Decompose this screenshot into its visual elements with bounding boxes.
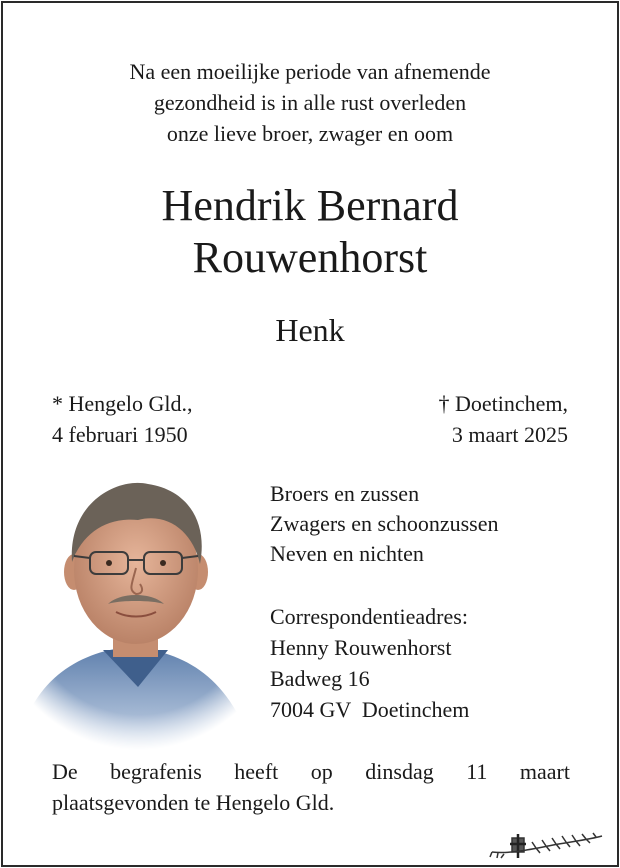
death-place: † Doetinchem,: [438, 391, 568, 416]
relatives-list: [270, 479, 499, 569]
address-label: Correspondentieadres:: [270, 604, 468, 629]
address-name: Henny Rouwenhorst: [270, 635, 452, 660]
funeral-line: De begrafenis heeft op dinsdag 11 maart: [52, 759, 570, 784]
name-last-line: Rouwenhorst: [192, 233, 428, 282]
deceased-name: [0, 180, 620, 284]
birth-place: * Hengelo Gld.,: [52, 391, 193, 416]
name-first-line: Hendrik Bernard: [161, 181, 459, 230]
death-date: 3 maart 2025: [451, 422, 568, 447]
nickname: Henk: [275, 312, 345, 348]
intro-line: gezondheid is in alle rust overleden: [153, 90, 467, 115]
address-street: Badweg 16: [270, 666, 370, 691]
birth-info: [52, 388, 193, 450]
portrait-photo: [8, 472, 270, 750]
correspondence-address: [270, 601, 469, 725]
intro-line: onze lieve broer, zwager en oom: [166, 121, 454, 146]
birth-date: 4 februari 1950: [52, 422, 188, 447]
address-city: 7004 GV Doetinchem: [270, 697, 470, 722]
intro-line: Na een moeilijke periode van afnemende: [129, 59, 491, 84]
funeral-line: plaatsgevonden te Hengelo Gld.: [52, 790, 335, 815]
relatives-item: Neven en nichten: [270, 541, 424, 566]
intro-text: [0, 56, 620, 149]
funeral-notice: [52, 756, 570, 818]
death-info: [438, 388, 568, 450]
cross-branch-icon: [488, 832, 606, 860]
relatives-item: Zwagers en schoonzussen: [270, 511, 499, 536]
relatives-item: Broers en zussen: [270, 481, 420, 506]
